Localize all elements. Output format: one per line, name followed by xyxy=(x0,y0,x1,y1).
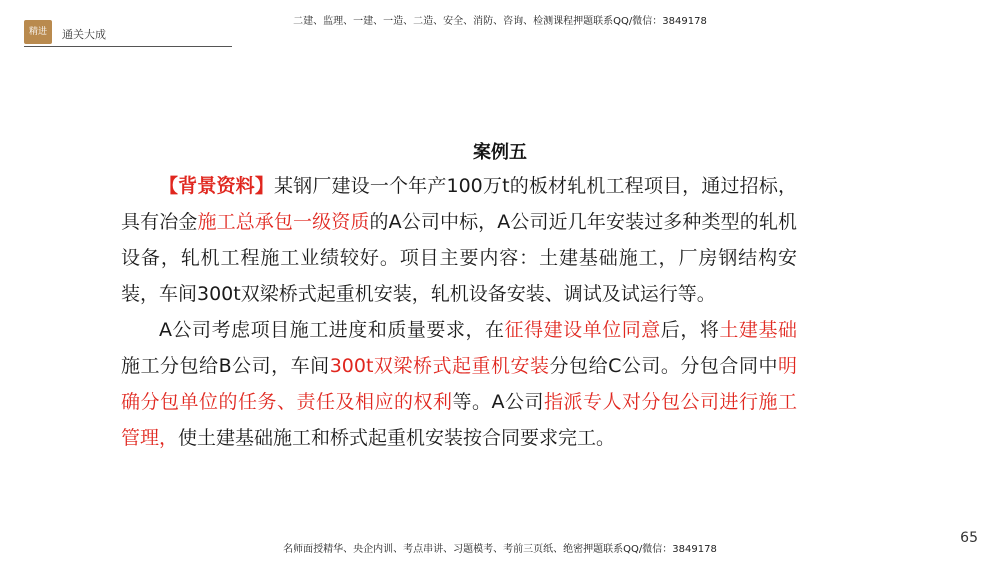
subcontract-paragraph xyxy=(121,312,797,456)
text-run: 某钢厂建设一个年产100万t的板材轧机工程项目，通过招标，具有冶金 xyxy=(121,175,797,233)
case-body xyxy=(121,168,797,456)
text-run: 施工分包给B公司，车间 xyxy=(121,355,330,377)
bottom-banner: 名师面授精华、央企内训、考点串讲、习题模考、考前三页纸、绝密押题联系QQ/微信：3849178 xyxy=(283,544,717,555)
logo: 精进 xyxy=(24,20,52,44)
text-run: 等。A公司 xyxy=(452,391,544,413)
page-number: 65 xyxy=(960,530,978,546)
highlight-run: 土建基础 xyxy=(719,319,797,341)
highlight-run: 指派专人对分包公司进行施工管理， xyxy=(121,391,797,449)
text-run: 使土建基础施工和桥式起重机安装按合同要求完工。 xyxy=(178,427,616,449)
text-run: A公司考虑项目施工进度和质量要求，在 xyxy=(159,319,505,341)
case-title: 案例五 xyxy=(473,142,527,163)
highlight-run: 征得建设单位同意 xyxy=(504,319,661,341)
highlight-run: 明确分包单位的任务、责任及相应的权利 xyxy=(121,355,797,413)
highlight-run: 施工总承包一级资质 xyxy=(197,211,370,233)
text-run: 后，将 xyxy=(660,319,720,341)
header-divider xyxy=(24,46,232,47)
background-tag: 【背景资料】 xyxy=(159,175,274,197)
background-paragraph xyxy=(121,168,797,312)
highlight-run: 300t双梁桥式起重机安装 xyxy=(329,355,550,377)
top-banner: 二建、监理、一建、一造、二造、安全、消防、咨询、检测课程押题联系QQ/微信：3849178 xyxy=(293,16,707,27)
text-run: 的A公司中标，A公司近几年安装过多种类型的轧机设备，轧机工程施工业绩较好。项目主要内容：土建基础施工，厂房钢结构安装，车间300t双梁桥式起重机安装，轧机设备安装、调试及试运行等。 xyxy=(121,211,797,305)
brand-name: 通关大成 xyxy=(62,28,106,41)
text-run: 分包给C公司。分包合同中 xyxy=(549,355,778,377)
